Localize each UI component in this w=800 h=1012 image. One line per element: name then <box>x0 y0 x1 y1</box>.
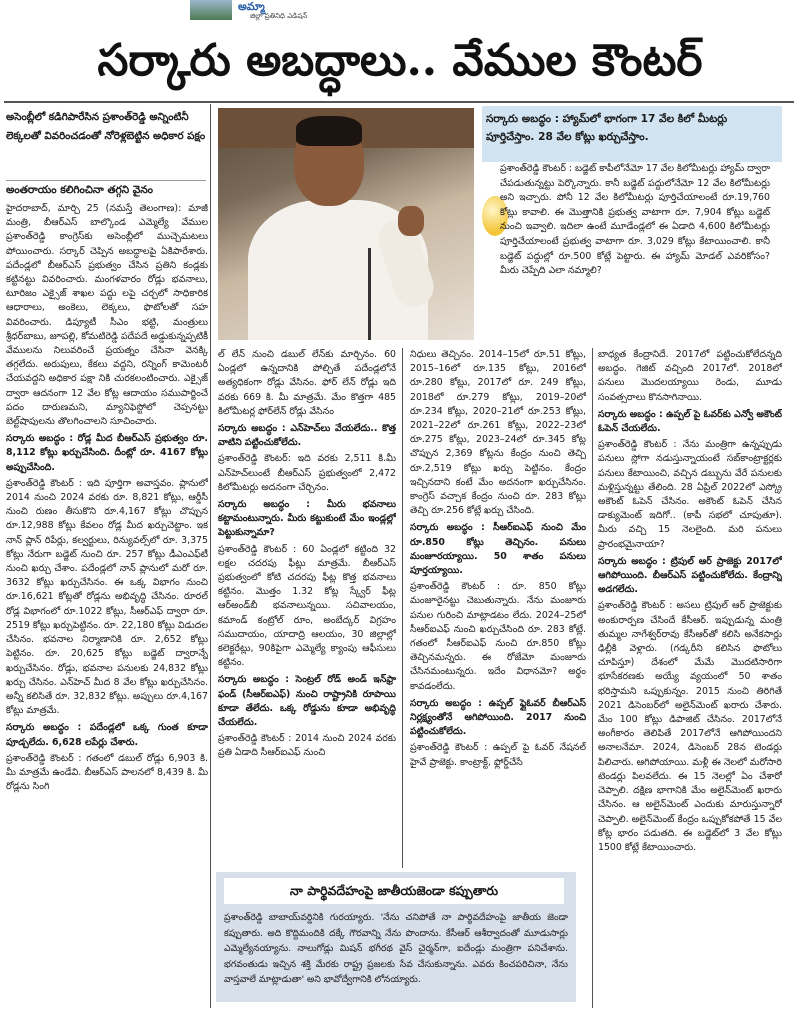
counter-paragraph: ప్రశాంత్‌రెడ్డి కౌంటర్ : గతంలో డబుల్ రోడ్లు 6,903 కి. మీ మాత్రమే ఉండేవి. బీఆర్‌ఎస్ పాలనలో 8,439 కి. మీ రోడ్లను సింగి <box>6 752 208 793</box>
intro-paragraph: హైదరాబాద్, మార్చి 25 (నమస్తే తెలంగాణ): మాజీ మంత్రి, బీఆర్‌ఎస్ బాల్కొండ ఎమ్మెల్యే వేముల ప్రశాంత్‌రెడ్డి కాంగ్రెస్‌కు అసెంబ్లీలో ముచ్చెమటలు పోయించారు. సర్కార్ చెప్పిన అబద్ధాలపై ఏకిపారేశారు. పదేండ్లలో బీఆర్‌ఎస్ ప్రభుత్వం చేసిన ప్రతిని కండ్లకు కట్టినట్టు వివరించారు. మంగళవారం రోడ్లు భవనాలు, టూరిజం ఎక్సైజ్ శాఖల పద్దు లపై చర్చలో సాధికారిక ఆధారాలు, అంకెలు, లెక్కలు, ఫొటోలతో సహ వివరించారు. డిప్యూటీ సీఎం భట్టి, మంత్రులు శ్రీధర్‌బాబు, జూపల్లి, కోమటిరెడ్డి పదేపదే అడ్డుకున్నప్పటికీ వేములను నిలువరించే ప్రయత్నం చేసినా వెనక్కి తగ్గలేదు. అరుపులు, కేకలు వద్దని, రన్నింగ్ కామెంటరీ చేయవద్దని అధికార పక్షా నికి చురకలంటించారు. ఎక్సైజ్ ద్వారా ఆదనంగా 12 వేల కోట్ల ఆదాయం సముపార్జించే పదం దారుణమని, మ్యానిఫెస్టోలో చెప్పనట్టు బెల్ట్‌షాపులను తొలగించాలని సూచించారు. <box>6 203 208 428</box>
speaker-photo <box>218 108 474 340</box>
masthead-logo: అమ్మా <box>238 0 265 13</box>
claim-heading: సర్కారు అబద్ధం : ఎన్‌హెచ్‌లు వేయలేదు.. కొత్త వాటిని పట్టించుకోలేదు. <box>218 423 396 449</box>
column-divider <box>210 104 211 1008</box>
column-1 <box>6 202 208 1008</box>
column-divider <box>592 348 593 1008</box>
body-paragraph: ల్ లేన్ నుంచి డబుల్ లేన్‌కు మార్చినం. 60 ఏండ్లలో ఉన్నదానికి పోల్చితే పదేండ్లలోనే అత్యధికంగా రోడ్లు వేసినం. ఫోర్ లేన్ రోడ్లు ఇది వరకు 669 కి. మీ మాత్రమే. మేం కొత్తగా 485 కిలోమీటర్ల ఫోర్‌లేన్ రోడ్లు వేసినం <box>218 349 396 417</box>
column-2 <box>218 348 396 868</box>
claim-heading: సర్కారు అబద్ధం : ఉప్పల్ పై ఓవర్‌కు ఎన్వో అకౌంట్ ఓపెన్ చేయలేదు. <box>598 408 782 435</box>
claim-heading: సర్కారు అబద్ధం : రోడ్ల మీద బీఆర్‌ఎస్ ప్రభుత్వం రూ. 8,112 కోట్లు ఖర్చుచేసింది. దీంట్లో రూ. 4167 కోట్లు అప్పుచేసింది. <box>6 433 208 473</box>
claim-sidebox <box>482 106 782 350</box>
counter-paragraph: ప్రశాంత్‌రెడ్డి కౌంటర్ : 60 ఏండ్లలో కట్టింది 32 లక్షల చదరపు ఫీట్లు మాత్రమే. బీఆర్‌ఎస్ ప్రభుత్వంలో కోటి చదరపు ఫీట్ల కొత్త భవనాలు కట్టినం. మొత్తం 1.32 కోట్ల స్క్వేర్ ఫీట్ల ఆర్‌అండ్‌బీ భవనాలున్నయి. సచివాలయం, కమాండ్ కంట్రోల్ రూం, అంబేద్కర్ విగ్రహం సముదాయం, యాదాద్రి ఆలయం, 30 జిల్లాల్లో కలెక్టరేట్లు, 90కిపైగా ఎమ్మెల్యే క్యాంపు ఆఫీసులు కట్టినం. <box>218 543 396 669</box>
page-headline: సర్కారు అబద్ధాలు.. వేముల కౌంటర్ <box>97 35 703 86</box>
body-paragraph: బాధ్యత కేంద్రానిదే. 2017లో పట్టించుకోలేదన్నది అబద్ధం. గెజిట్ వచ్చింది 2017లో. 2018లో పనులు మొదలయ్యాయి రెండు, మూడు సంవత్సరాలు కొనసాగినాయి. <box>598 349 782 403</box>
column-3 <box>410 348 586 868</box>
claim-heading: సర్కారు అబద్ధం : సీఆర్‌ఐఎఫ్ నుంచి మేం రూ.850 కోట్లు తెచ్చినం. పనులు మంజూరయ్యాయి. 50 శాతం పనులు పూర్తయ్యాయి. <box>410 522 586 577</box>
claim-heading: సర్కారు అబద్ధం : ఉప్పల్ ఫ్లైఓవర్ బీఆర్‌ఎస్ నిర్లక్ష్యంతోనే ఆగిపోయింది. 2017 నుంచి పట్టించుకోలేదు. <box>410 697 586 738</box>
column-4 <box>598 348 782 1008</box>
headline-rule <box>4 101 794 103</box>
masthead-tagline: జిల్లా ప్రతినిధి ఎడిషన్ <box>250 12 308 20</box>
masthead-image <box>190 0 232 20</box>
quote-box-title: నా పార్థివదేహంపై జాతీయజెండా కప్పుతారు <box>224 878 564 904</box>
quote-box-text: ప్రశాంత్‌రెడ్డి బాబాయ్‌వర్డినికి గురయ్యారు. 'నేను చనిపోతే నా పార్థివదేహంపై జాతీయ జెండా కప్పుతారు. అది కొద్దిమందికి దక్కే గౌరవాన్ని నేను పొందాను. కేసీఆర్ ఆశీర్వాదంతో మూడుసార్లు ఎమ్మెల్యేనయ్యాను. నాలుగోడ్లు మిషన్ భగీరథ వైస్ చైర్మన్‌గా, ఐదేండ్లు మంత్రిగా పనిచేశాను. భగవంతుడు ఇచ్చిన శక్తి మేరకు రాష్ట్ర ప్రజలకు సేవ చేసుకున్నాను. ఎవరు కించపరిచినా, నేను వాస్తవాలే మాట్లాడుతా' అని భావోద్వేగానికి లోనయ్యారు. <box>224 912 568 986</box>
kicker: అంతరాయం కలిగించినా తగ్గని వైనం <box>6 180 206 199</box>
sidebox-body: ప్రశాంత్‌రెడ్డి కౌంటర్ : బడ్జెట్ కాపీలోనేమో 17 వేల కిలోమీటర్లు హ్యామ్ ద్వారా చేపడుతున్నట్టు పెర్కొన్నారు. కానీ బడ్జెట్ పద్దులోనేమో 12 వేల కిలోమీటర్లు అని ఇచ్చారు. పోనీ 12 వేల కిలోమీటర్లు పూర్తిచేయాలంటే రూ.19,760 కోట్లు కావాలి. ఈ మొత్తానికి ప్రభుత్వ వాటాగా రూ. 7,904 కోట్లు బడ్జెట్ నుంచి ఇవ్వాలి. ఇదిలా ఉంటే మూడేండ్లలో ఈ ఏడాది 4,600 కిలోమీటర్లు పూర్తిచేయాలంటే ప్రభుత్వ వాటాగా రూ. 3,029 కోట్లు కేటాయించాలి. కానీ బడ్జెట్ పద్దుల్లో రూ.500 కోట్లే పెట్టారు. ఈ హ్యామ్ మోడల్ ఎవరికోసం? మీరు చెప్పేది ఎలా నమ్మాలి? <box>500 163 771 277</box>
counter-paragraph: ప్రశాంత్‌రెడ్డి కౌంటర్ : ఉప్పల్ పై ఓవర్ నేషనల్ హైవే ప్రాజెక్టు. కాంట్రాక్ట్, ఫ్లోర్డ్‌చేసే <box>410 742 586 768</box>
masthead <box>190 0 310 22</box>
body-paragraph: నిధులు తెచ్చినం. 2014–15లో రూ.51 కోట్లు, 2015–16లో రూ.135 కోట్లు, 2016లో రూ.280 కోట్లు, 2017లో రూ. 249 కోట్లు, 2018లో రూ.279 కోట్లు, 2019–20లో రూ.234 కోట్లు, 2020–21లో రూ.253 కోట్లు, 2021–22లో రూ.261 కోట్లు, 2022–23లో రూ.275 కోట్లు, 2023–24లో రూ.345 కోట్ల చొప్పున 2,369 కోట్లను కేంద్రం నుంచి తెచ్చి రూ.2,519 కోట్లు ఖర్చు పెట్టినం. కేంద్రం ఇచ్చినదాని కంటే మేం అదనంగా ఖర్చుచేసినం. కాంగ్రెస్ వచ్చాక కేంద్రం నుంచి రూ. 283 కోట్లు తెచ్చి రూ.256 కోట్లే ఖర్చు చేసింది. <box>410 349 586 517</box>
column-divider <box>402 348 403 868</box>
sidebox-banner: సర్కారు అబద్ధం : హ్యామ్‌లో భాగంగా 17 వేల కిలో మీటర్లు పూర్తిచేస్తాం. 28 వేల కోట్లు ఖర్చుచేస్తాం. <box>482 106 782 162</box>
emotional-quote-box <box>216 872 576 1002</box>
claim-heading: సర్కారు అబద్ధం : ట్రిపుల్ ఆర్ ప్రాజెక్టు 2017లో ఆగిపోయింది. బీఆర్‌ఎస్ పట్టించుకోలేదు. కేంద్రాన్ని అడగలేదు. <box>598 555 782 596</box>
counter-paragraph: ప్రశాంత్‌రెడ్డి కౌంటర్ : 2014 నుంచి 2024 వరకు ప్రతి ఏడాది సీఆర్‌ఐఎఫ్ నుంచి <box>218 733 396 759</box>
lead-summary: అసెంబ్లీలో కడిగిపారేసిన ప్రశాంత్‌రెడ్డి అన్నింటినీ లెక్కలతో వివరించడంతో నోరెళ్లబెట్టిన అధికార పక్షం <box>6 111 206 142</box>
counter-paragraph: ప్రశాంత్‌రెడ్డి కౌంటర్ : ఇది పూర్తిగా అవాస్తవం. ప్లానులో 2014 నుంచి 2024 వరకు రూ. 8,821 కోట్లు, ఆర్డీసీ నుంచి రుణం తీసుకొని రూ.4,167 కోట్లు చొప్పున రూ.12,988 కోట్లు కేవలం రోడ్ల మీద ఖర్చుచెట్టాం. ఇక నాన్ ప్లాన్ రిపేర్లు, కల్వర్టులు, రిన్యువల్స్‌లో రూ. 3,375 కోట్లు నేరుగా బడ్జెట్ నుంచి రూ. 257 కోట్లు డీఎంఎఫ్‌టీ నుంచి ఖర్చు చేశాం. పదేండ్లలో నాన్ ప్లానులో మరో రూ. 3632 కోట్లు ఖర్చుచేసినం. ఈ ఒక్క విభాగం నుంచి రూ.16,621 కోట్లతో రోడ్లను అభివృద్ధి చేసినం. రూరల్ రోడ్ల విభాగంలో రూ.1022 కోట్లు, సీఆర్‌ఎఫ్ ద్వారా రూ. 2519 కోట్లు ఖర్చుపెట్టినం. రూ. 22,180 కోట్లు విడుదల చేసినం. భవనాల నిర్మాణానికి రూ. 2,652 కోట్లు పెట్టినం. రూ. 20,625 కోట్లు బడ్జెట్ ద్వారాన్నే ఖర్చుచేసినం. రోడ్లు, భవనాల పనులకు 24,832 కోట్లు ఖర్చు చేసినం. ఎన్‌హెచ్ మీద 8 వేల కోట్లు ఖర్చుచేసినం. అన్నీ కలిసితే రూ. 32,832 కోట్లు. అప్పులు రూ.4,167 కోట్లు మాత్రమే. <box>6 477 208 717</box>
counter-paragraph: ప్రశాంత్‌రెడ్డి కౌంటర్: ఇది వరకు 2,511 కి.మీ ఎన్‌హెచ్‌లుంటే బీఆర్‌ఎస్ ప్రభుత్వంలో 2,472 కిలోమీటర్లు అదనంగా చేర్చినం. <box>218 453 396 493</box>
counter-paragraph: ప్రశాంత్‌రెడ్డి కౌంటర్ : అసలు ట్రిపుల్ ఆర్ ప్రాజెక్టుకు అంకురార్పణ చేసిందే కేసీఆర్. ఇప్పుడున్న మంత్రి తుమ్మల నాగేశ్వర్‌రావు కేసీఆర్‌తో కలిసి అనేకసార్లు ఢిల్లీకి వెళ్లారు. (గడ్కరీని కలిసిన ఫొటోలు చూపిస్తూ) దేశంలో మేమే మొదటిసారిగా భూసేకరణకు అయ్యే వ్యయంలో 50 శాతం భరిస్తామని ఒప్పుకున్నం. 2015 నుంచి తిరిగితే 2021 డిసెంబర్‌లో అలైన్‌మెంట్ ఖరారు చేశారు. మేం 100 కోట్లు డిపాజిట్ చేసినం. 2017లోనే అంగీకారం తెలిపితే 2017లోనే ఆగిపోయిందని అనాలనేమా. 2024, డిసెంబర్ 28న టెండర్లు పిలిచారు. ఆగిపోయాయి. మళ్లీ ఈ నెలలో మరోసారి టెండర్లు పిలవలేదు. ఈ 15 నెలల్లో ఏం చేశారో చెప్పాలి. దక్షిణ భాగానికి మేం అలైన్‌మెంట్ ఖరారు చేసినం. ఆ అలైన్‌మెంట్ ఎందుకు మారుస్తున్నారో చెప్పాలి. అలైన్‌మెంట్ కేంద్రం ఒప్పుకోకపోతే 15 వేల కోట్ల భారం పడుతది. ఈ బడ్జెట్‌లో 3 వేల కోట్లు 1500 కోట్లే కేటాయించారు. <box>598 600 782 853</box>
counter-paragraph: ప్రశాంత్‌రెడ్డి కౌంటర్ : రూ. 850 కోట్లు మంజూరైనట్టు చెబుతున్నారు. నేను మంజూరు పనుల గురించి మాట్లాడటం లేదు. 2024–25లో సీఆర్‌ఐఎఫ్ నుంచి ఖర్చుచేసింది రూ. 283 కోట్లే. గతంలో సీఆర్‌ఐఎఫ్ నుంచి రూ.850 కోట్లు తెచ్చినమన్నరు. ఈ రోజేమో మంజూరు చేసినమంటున్నరు. ఇదేం విధానమో? అర్థం కావడంలేదు. <box>410 581 586 692</box>
claim-heading: సర్కారు అబద్ధం : మీరు భవనాలు కట్టామంటున్నారు. మీరు కట్టుకుంటే మేం ఇండ్లల్లో పెట్టుకున్నామా? <box>218 499 396 539</box>
claim-heading: సర్కారు అబద్ధం : పదేండ్లలో ఒక్క గుంత కూడా పూడ్చలేదు. 6,628 లపేర్లు చేశారు. <box>6 722 208 748</box>
counter-paragraph: ప్రశాంత్‌రెడ్డి కౌంటర్ : నేను మంత్రిగా ఉన్నప్పుడు పనులు స్లోగా నడుస్తున్నాయంటే సబ్‌కాంట్రాక్టర్లకు పనులు కేటాయించి, వచ్చిన డబ్బును వేరే పనులకు మళ్లిస్తున్నట్టు తేలింది. 28 ఏప్రిల్ 2022లో ఎస్క్రో అకౌంట్ ఓపెన్ చేసినం. అకౌంట్ ఓపెన్ చేసిన డాక్యుమెంట్ ఇదిగో.. (కాపీ సభలో చూపుతూ). మీరు వచ్చి 15 నెలలైంది. మరి పనులు ప్రారంభమైనాయా? <box>598 439 782 550</box>
claim-heading: సర్కారు అబద్ధం : సెంట్రల్ రోడ్ అండ్ ఇన్‌ఫ్రా ఫండ్ (సీఆర్‌ఐఎఫ్) నుంచి రాష్ట్రానికి రూపాయి కూడా తేలేదు. ఒక్క రోడ్డును కూడా అభివృద్ధి చేయలేదు. <box>218 674 396 729</box>
